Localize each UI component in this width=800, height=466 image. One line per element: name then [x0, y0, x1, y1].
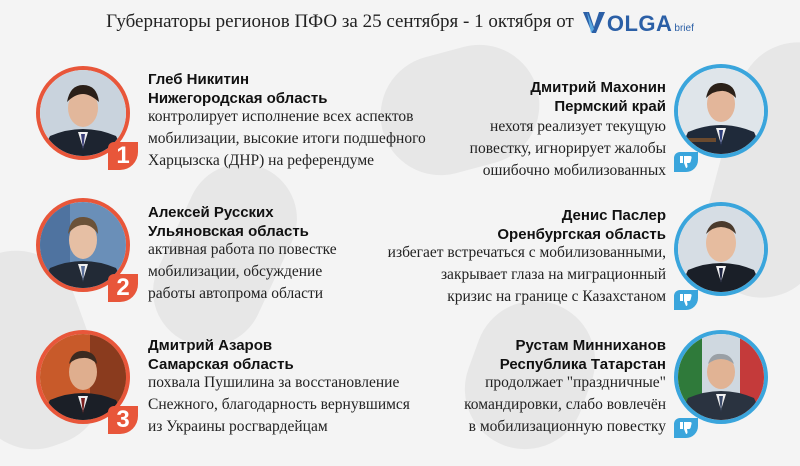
- portrait-icon: [678, 334, 764, 420]
- governor-photo: [674, 330, 776, 432]
- governor-description: [470, 116, 666, 182]
- description-line: избегает встречаться с мобилизованными,: [387, 244, 666, 261]
- description-line: повестку, игнорирует жалобы: [469, 140, 666, 157]
- logo-text: OLGA: [606, 11, 673, 36]
- governor-region: Самарская область: [148, 356, 294, 373]
- description-line: продолжает "праздничные": [485, 374, 666, 391]
- logo-v-icon: [582, 9, 606, 35]
- governor-description: [148, 372, 410, 438]
- page-title: Губернаторы регионов ПФО за 25 сентября - 1 октября от: [106, 11, 574, 32]
- governor-photo: [674, 202, 776, 304]
- description-line: работы автопрома области: [148, 285, 324, 302]
- description-line: из Украины росгвардейцам: [148, 418, 328, 435]
- thumbs-down-icon: [680, 294, 692, 306]
- description-line: командировки, слабо вовлечён: [464, 396, 666, 413]
- logo-subtext: brief: [674, 23, 694, 34]
- governor-name: Дмитрий Азаров: [148, 337, 273, 354]
- governor-region: Оренбургская область: [497, 226, 666, 243]
- description-line: закрывает глаза на миграционный: [440, 266, 666, 283]
- governor-name: Денис Паслер: [561, 207, 666, 224]
- governor-photo: [36, 66, 138, 168]
- governor-photo: [36, 330, 138, 432]
- description-line: похвала Пушилина за восстановление: [148, 374, 400, 391]
- thumbs-down-badge: [674, 152, 698, 172]
- name-block: [148, 70, 327, 108]
- governor-region: Ульяновская область: [148, 223, 309, 240]
- governor-description: [388, 242, 666, 308]
- governor-photo: [674, 64, 776, 166]
- description-line: ошибочно мобилизованных: [482, 162, 666, 179]
- description-line: Снежного, благодарность вернувшимся: [148, 396, 410, 413]
- governor-description: [148, 239, 337, 305]
- governor-description: [464, 372, 666, 438]
- name-block: [497, 206, 666, 244]
- governor-region: Нижегородская область: [148, 90, 328, 107]
- governor-name: Дмитрий Махонин: [530, 79, 666, 96]
- portrait-icon: [678, 68, 764, 154]
- name-block: [530, 78, 666, 116]
- description-line: активная работа по повестке: [148, 241, 337, 258]
- description-line: мобилизации, высокие итоги подшефного: [148, 130, 426, 147]
- description-line: в мобилизационную повестку: [468, 418, 666, 435]
- governor-name: Рустам Минниханов: [515, 337, 666, 354]
- description-line: кризис на границе с Казахстаном: [447, 288, 666, 305]
- governor-description: [148, 106, 426, 172]
- thumbs-down-badge: [674, 418, 698, 438]
- header: [0, 0, 800, 44]
- rank-badge: 3: [108, 406, 138, 434]
- thumbs-down-icon: [680, 156, 692, 168]
- name-block: [148, 203, 309, 241]
- name-block: [500, 336, 666, 374]
- photo-frame: [674, 202, 768, 296]
- thumbs-down-icon: [680, 422, 692, 434]
- portrait-icon: [678, 206, 764, 292]
- description-line: нехотя реализует текущую: [490, 118, 666, 135]
- governor-region: Республика Татарстан: [499, 356, 666, 373]
- rank-badge: 1: [108, 142, 138, 170]
- governor-photo: [36, 198, 138, 300]
- description-line: контролирует исполнение всех аспектов: [148, 108, 414, 125]
- photo-frame: [674, 330, 768, 424]
- rank-badge: 2: [108, 274, 138, 302]
- name-block: [148, 336, 294, 374]
- governor-region: Пермский край: [554, 98, 666, 115]
- governor-name: Алексей Русских: [148, 204, 274, 221]
- description-line: Харцызска (ДНР) на референдуме: [148, 152, 375, 169]
- photo-frame: [674, 64, 768, 158]
- thumbs-down-badge: [674, 290, 698, 310]
- volga-brief-logo: [582, 9, 694, 35]
- description-line: мобилизации, обсуждение: [148, 263, 323, 280]
- governor-name: Глеб Никитин: [148, 71, 250, 88]
